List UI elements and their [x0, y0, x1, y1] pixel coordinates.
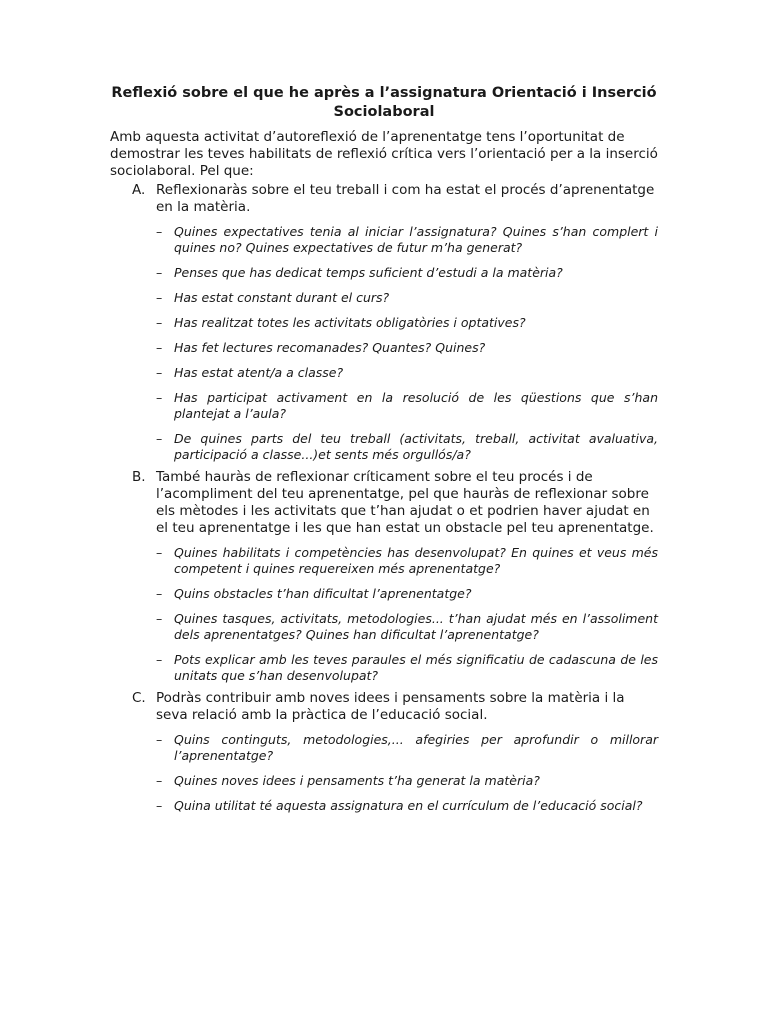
dash-bullet: – — [156, 545, 163, 560]
document-page — [110, 84, 658, 820]
intro-paragraph: Amb aquesta activitat d’autoreflexió de l’aprenentatge tens l’oportunitat de demostrar les teves habilitats de reflexió crítica vers l’orientació per a la inserció sociolaboral. Pel que: — [110, 129, 658, 179]
section-a — [110, 182, 658, 463]
section-a-questions — [156, 224, 658, 463]
question-text: Penses que has dedicat temps suficient d’estudi a la matèria? — [174, 265, 563, 280]
list-item — [156, 431, 658, 463]
question-text: Quines habilitats i competències has desenvolupat? En quines et veus més competent i quines requereixen més aprenentatge? — [174, 545, 658, 576]
list-item — [156, 224, 658, 256]
dash-bullet: – — [156, 290, 163, 305]
dash-bullet: – — [156, 265, 163, 280]
dash-bullet: – — [156, 431, 163, 446]
question-text: Quina utilitat té aquesta assignatura en el currículum de l’educació social? — [174, 798, 643, 813]
dash-bullet: – — [156, 365, 163, 380]
list-item — [156, 586, 658, 602]
question-text: Quines noves idees i pensaments t’ha generat la matèria? — [174, 773, 540, 788]
section-b-text: També hauràs de reflexionar críticament sobre el teu procés i de l’acompliment del teu aprenentatge, pel que hauràs de reflexionar sobre els mètodes i les activitats que t’han ajudat o et podrien haver ajudat en el teu aprenentatge i les que han estat un obstacle pel teu aprenentatge. — [156, 469, 654, 536]
dash-bullet: – — [156, 652, 163, 667]
question-text: Quins continguts, metodologies,... afegiries per aprofundir o millorar l’aprenentatge? — [174, 732, 658, 763]
question-text: Quines expectatives tenia al iniciar l’assignatura? Quines s’han complert i quines no? Quines expectatives de futur m’ha generat? — [174, 224, 658, 255]
question-text: Quins obstacles t’han dificultat l’aprenentatge? — [174, 586, 472, 601]
list-item — [156, 732, 658, 764]
dash-bullet: – — [156, 390, 163, 405]
list-item — [156, 798, 658, 814]
section-c-text: Podràs contribuir amb noves idees i pensaments sobre la matèria i la seva relació amb la pràctica de l’educació social. — [156, 690, 625, 723]
list-item — [156, 652, 658, 684]
question-text: Has participat activament en la resolució de les qüestions que s’han plantejat a l’aula? — [174, 390, 658, 421]
dash-bullet: – — [156, 611, 163, 626]
question-text: Pots explicar amb les teves paraules el més significatiu de cadascuna de les unitats que s’han desenvolupat? — [174, 652, 658, 683]
dash-bullet: – — [156, 798, 163, 813]
section-c-questions — [156, 732, 658, 814]
section-c-letter: C. — [132, 690, 146, 706]
list-item — [156, 390, 658, 422]
section-b-questions — [156, 545, 658, 684]
section-c — [110, 690, 658, 814]
question-text: De quines parts del teu treball (activitats, treball, activitat avaluativa, participació a classe...)et sents més orgullós/a? — [174, 431, 658, 462]
question-text: Has estat atent/a a classe? — [174, 365, 344, 380]
dash-bullet: – — [156, 732, 163, 747]
list-item — [156, 290, 658, 306]
dash-bullet: – — [156, 773, 163, 788]
list-item — [156, 365, 658, 381]
dash-bullet: – — [156, 224, 163, 239]
question-text: Has fet lectures recomanades? Quantes? Quines? — [174, 340, 486, 355]
list-item — [156, 265, 658, 281]
section-b-letter: B. — [132, 469, 146, 485]
document-title: Reflexió sobre el que he après a l’assignatura Orientació i Inserció Sociolaboral — [111, 85, 657, 120]
list-item — [156, 611, 658, 643]
section-a-letter: A. — [132, 182, 146, 198]
list-item — [156, 315, 658, 331]
question-text: Quines tasques, activitats, metodologies... t’han ajudat més en l’assoliment dels aprenentatges? Quines han dificultat l’aprenentatge? — [174, 611, 658, 642]
section-a-text: Reflexionaràs sobre el teu treball i com ha estat el procés d’aprenentatge en la matèria. — [156, 182, 655, 215]
dash-bullet: – — [156, 586, 163, 601]
question-text: Has realitzat totes les activitats obligatòries i optatives? — [174, 315, 526, 330]
list-item — [156, 545, 658, 577]
section-b — [110, 469, 658, 684]
dash-bullet: – — [156, 315, 163, 330]
list-item — [156, 773, 658, 789]
dash-bullet: – — [156, 340, 163, 355]
list-item — [156, 340, 658, 356]
question-text: Has estat constant durant el curs? — [174, 290, 390, 305]
